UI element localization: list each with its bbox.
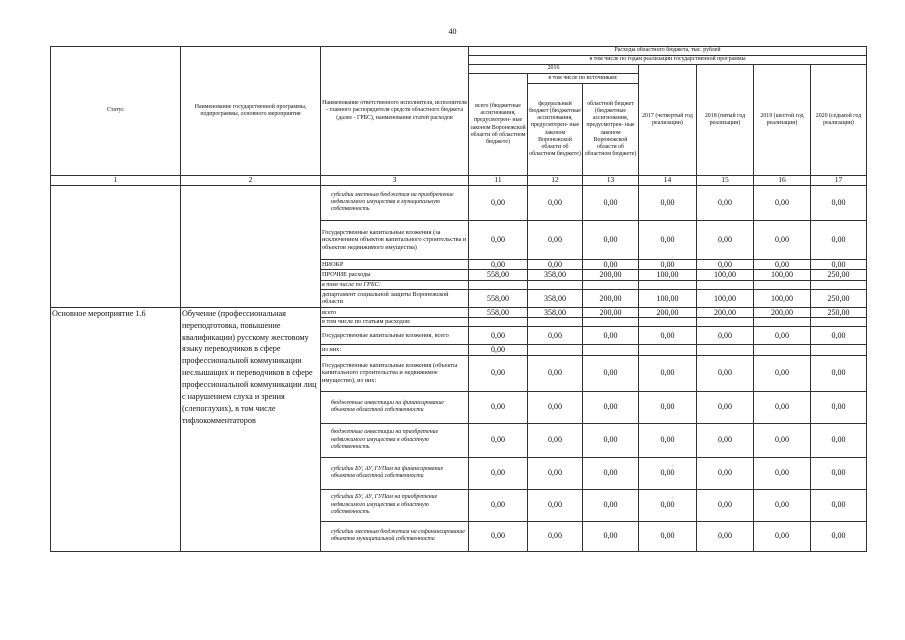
page-number: 40 [448,27,457,36]
value-cell: 0,00 [469,423,528,457]
header-federal: федеральный бюджет (бюджетные ассигнования, предусмотрен- ные законом Воронежской области об областном бюджете) [528,84,583,176]
value-cell: 0,00 [639,457,697,489]
value-cell: 0,00 [697,185,754,220]
value-cell: 0,00 [697,489,754,521]
row-label: в том числе по ГРБС: [321,280,469,289]
col-num: 17 [811,176,867,186]
value-cell: 558,00 [469,307,528,317]
value-cell: 0,00 [811,355,867,391]
header-2017: 2017 (четвертый год реализации) [639,65,697,176]
row-label: субсидии местным бюджетам на софинансирование объектов муниципальной собственности [321,521,469,551]
status-cell-empty [51,185,181,307]
row-label: субсидии БУ, АУ, ГУПам на финансирование объектов областной собственности [321,457,469,489]
header-executor: Наименование ответственного исполнителя, исполнителя - главного распорядителя средств областного бюджета (далее - ГРБС), наименование статей расходов [321,47,469,176]
value-cell: 0,00 [583,185,639,220]
value-cell: 0,00 [528,489,583,521]
header-expenses-title: Расходы областного бюджета, тыс. рублей [469,47,867,56]
value-cell: 0,00 [583,259,639,269]
row-label: Государственные капитальные вложения (за исключением объектов капитального строительства и объектов недвижимого имущества) [321,220,469,259]
value-cell: 100,00 [754,270,811,280]
value-cell: 0,00 [639,355,697,391]
value-cell: 558,00 [469,289,528,307]
value-cell: 100,00 [639,289,697,307]
value-cell: 0,00 [697,355,754,391]
value-cell: 0,00 [811,220,867,259]
header-2020: 2020 (седьмой год реализации) [811,65,867,176]
header-2019: 2019 (шестой год реализации) [754,65,811,176]
value-cell: 0,00 [469,489,528,521]
header-by-sources: в том числе по источникам: [528,74,639,84]
value-cell: 0,00 [469,457,528,489]
value-cell: 0,00 [811,521,867,551]
value-cell: 0,00 [754,327,811,345]
value-cell: 0,00 [697,220,754,259]
value-cell: 0,00 [469,220,528,259]
value-cell: 200,00 [754,307,811,317]
col-num: 11 [469,176,528,186]
value-cell: 200,00 [583,270,639,280]
value-cell: 0,00 [697,423,754,457]
row-label: НИОКР [321,259,469,269]
header-total: всего (бюджетные ассигнования, предусмотрен- ные законом Воронежской области об областном бюджете) [469,74,528,176]
value-cell: 0,00 [639,185,697,220]
value-cell: 0,00 [639,327,697,345]
row-label: бюджетные инвестиции на приобретение недвижимого имущества в областную собственность [321,423,469,457]
value-cell: 100,00 [639,270,697,280]
value-cell: 0,00 [528,220,583,259]
value-cell: 0,00 [754,355,811,391]
value-cell: 558,00 [469,270,528,280]
value-cell: 0,00 [811,259,867,269]
row-label: ПРОЧИЕ расходы [321,270,469,280]
row-label: Государственные капитальные вложения, всего [321,327,469,345]
value-cell: 358,00 [528,307,583,317]
value-cell: 0,00 [469,259,528,269]
value-cell: 0,00 [754,391,811,423]
value-cell: 0,00 [469,355,528,391]
value-cell: 200,00 [697,307,754,317]
value-cell: 358,00 [528,270,583,280]
value-cell: 0,00 [754,220,811,259]
value-cell: 200,00 [639,307,697,317]
value-cell: 0,00 [469,521,528,551]
col-num: 16 [754,176,811,186]
row-label: департамент социальной защиты Воронежской области [321,289,469,307]
value-cell: 0,00 [528,457,583,489]
value-cell: 0,00 [528,185,583,220]
value-cell: 0,00 [469,185,528,220]
value-cell: 0,00 [754,423,811,457]
col-num: 12 [528,176,583,186]
row-label: всего [321,307,469,317]
value-cell: 250,00 [811,307,867,317]
value-cell: 0,00 [469,345,528,355]
header-program-name: Наименование государственной программы, подпрограммы, основного мероприятия [181,47,321,176]
budget-table [50,46,867,552]
table-row [51,307,867,317]
col-num: 3 [321,176,469,186]
header-by-years: в том числе по годам реализации государственной программы [469,56,867,65]
value-cell: 0,00 [583,521,639,551]
value-cell: 0,00 [583,327,639,345]
value-cell: 0,00 [639,391,697,423]
value-cell: 0,00 [528,355,583,391]
value-cell: 200,00 [583,307,639,317]
value-cell: 0,00 [697,391,754,423]
value-cell: 0,00 [697,259,754,269]
value-cell: 0,00 [528,521,583,551]
header-regional: областной бюджет (бюджетные ассигнования, предусмотрен- ные законом Воронежской области об областном бюджете) [583,84,639,176]
value-cell: 0,00 [469,327,528,345]
value-cell: 250,00 [811,270,867,280]
col-num: 2 [181,176,321,186]
value-cell: 0,00 [811,185,867,220]
value-cell: 0,00 [583,391,639,423]
value-cell: 0,00 [754,185,811,220]
value-cell: 0,00 [811,423,867,457]
value-cell: 0,00 [811,489,867,521]
value-cell: 0,00 [811,457,867,489]
name-cell-empty [181,185,321,307]
value-cell: 0,00 [697,457,754,489]
value-cell: 0,00 [639,521,697,551]
value-cell: 0,00 [697,521,754,551]
value-cell: 0,00 [639,259,697,269]
value-cell: 0,00 [811,391,867,423]
header-status: Статус [51,47,181,176]
value-cell: 0,00 [697,327,754,345]
value-cell: 0,00 [583,457,639,489]
header-2018: 2018 (пятый год реализации) [697,65,754,176]
row-label: в том числе по статьям расходов: [321,318,469,327]
value-cell: 0,00 [583,423,639,457]
row-label: субсидии местным бюджетам на приобретение недвижимого имущества в муниципальную собственность [321,185,469,220]
col-num: 15 [697,176,754,186]
value-cell: 0,00 [811,327,867,345]
value-cell: 0,00 [583,489,639,521]
table-row [51,185,867,220]
value-cell: 0,00 [754,521,811,551]
activity-name-cell: Обучение (профессиональная переподготовка, повышение квалификации) русскому жестовому языку переводчиков в сфере профессиональной коммуникации неслышащих и переводчиков в сфере профессиональной коммуникации лиц с нарушением слуха и зрения (слепоглухих), в том числе тифлокомментаторов [181,307,321,551]
row-label: субсидии БУ, АУ, ГУПам на приобретение недвижимого имущества в областную собственность [321,489,469,521]
value-cell: 0,00 [528,391,583,423]
value-cell: 200,00 [583,289,639,307]
value-cell: 0,00 [583,355,639,391]
value-cell: 358,00 [528,289,583,307]
value-cell: 0,00 [528,259,583,269]
value-cell: 0,00 [469,391,528,423]
row-label: из них: [321,345,469,355]
value-cell: 0,00 [639,220,697,259]
status-cell: Основное мероприятие 1.6 [51,307,181,551]
value-cell: 0,00 [528,423,583,457]
value-cell: 0,00 [528,327,583,345]
value-cell: 0,00 [583,220,639,259]
value-cell: 100,00 [697,289,754,307]
value-cell: 0,00 [754,457,811,489]
value-cell: 0,00 [639,423,697,457]
row-label: Государственные капитальные вложения (объекты капитального строительства и недвижимое имущество), из них: [321,355,469,391]
value-cell: 0,00 [639,489,697,521]
value-cell: 0,00 [754,489,811,521]
value-cell: 100,00 [754,289,811,307]
value-cell: 250,00 [811,289,867,307]
col-num: 13 [583,176,639,186]
value-cell: 100,00 [697,270,754,280]
row-label: бюджетные инвестиции на финансирование объектов областной собственности [321,391,469,423]
header-year-2016: 2016 [469,65,639,74]
value-cell: 0,00 [754,259,811,269]
col-num: 14 [639,176,697,186]
col-num: 1 [51,176,181,186]
